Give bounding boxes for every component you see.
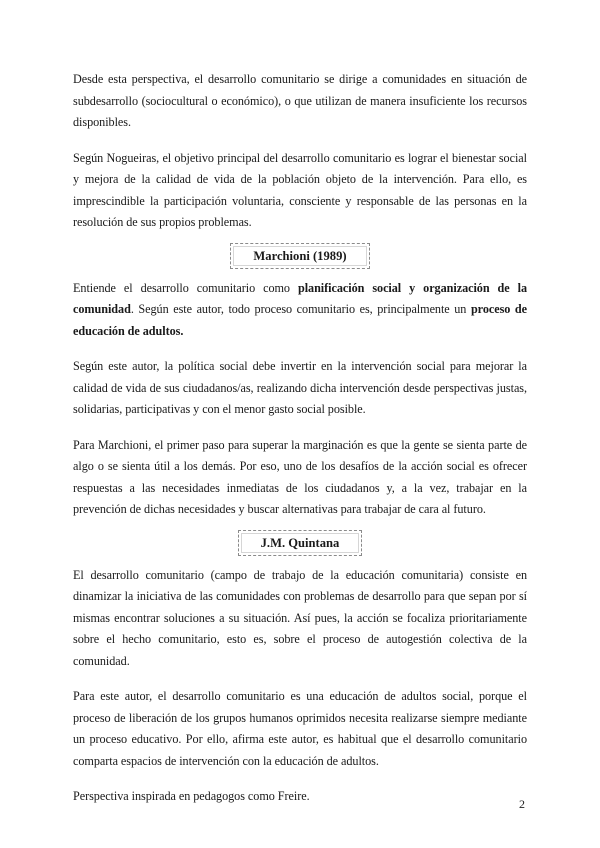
paragraph-marchioni-definition: [73, 278, 527, 343]
paragraph-quintana-definition: El desarrollo comunitario (campo de trabajo de la educación comunitaria) consiste en dinamizar la iniciativa de las comunidades con problemas de desarrollo para que sepan por sí mismas encontrar soluciones a su situación. Así pues, la acción se focaliza prioritariamente sobre el hecho comunitario, esto es, sobre el proceso de autogestión colectiva de la comunidad.: [73, 567, 527, 668]
page-content: [73, 69, 527, 822]
paragraph-marchioni-bold-2: proceso de educación de adultos.: [73, 302, 528, 338]
paragraph-educacion-adultos: Para este autor, el desarrollo comunitario es una educación de adultos social, porque el proceso de liberación de los grupos humanos oprimidos necesita realizarse siempre mediante un proceso educativo. Por ello, afirma este autor, es habitual que el desarrollo comunitario comparta espacios de intervención con la educación de adultos.: [73, 689, 527, 768]
paragraph-nogueiras: Según Nogueiras, el objetivo principal del desarrollo comunitario es lograr el bienestar social y mejora de la calidad de vida de la población objeto de la intervención. Para ello, es imprescindible la participación voluntaria, consciente y responsable de las personas en la resolución de sus propios problemas.: [73, 150, 527, 229]
paragraph-marginacion: Para Marchioni, el primer paso para superar la marginación es que la gente se sienta parte de algo o se sienta útil a los demás. Por eso, uno de los desafíos de la acción social es ofrecer respuestas a las necesidades inmediatas de los ciudadanos y, a la vez, trabajar en la prevención de dichas necesidades y buscar alternativas para trabajar de cara al futuro.: [73, 437, 527, 516]
paragraph-subdesarrollo: Desde esta perspectiva, el desarrollo comunitario se dirige a comunidades en situación de subdesarrollo (sociocultural o económico), o que utilizan de manera insuficiente los recursos disponibles.: [73, 72, 527, 129]
heading-quintana-wrap: [73, 530, 527, 556]
heading-marchioni: Marchioni (1989): [230, 243, 369, 269]
paragraph-marchioni-bold-1: planificación social y organización de la comunidad: [73, 280, 528, 316]
paragraph-freire: Perspectiva inspirada en pedagogos como Freire.: [73, 789, 310, 803]
paragraph-marchioni-text-1: Entiende el desarrollo comunitario como: [73, 280, 298, 295]
paragraph-marchioni-text-2: . Según este autor, todo proceso comunitario es, principalmente un: [130, 302, 471, 316]
heading-marchioni-wrap: [73, 243, 527, 269]
paragraph-politica-social: Según este autor, la política social debe invertir en la intervención social para mejorar la calidad de vida de sus ciudadanos/as, realizando dicha intervención desde perspectivas justas, solidarias, participativas y con el menor gasto social posible.: [73, 359, 527, 416]
heading-quintana: J.M. Quintana: [238, 530, 363, 556]
page-number: 2: [519, 797, 525, 811]
